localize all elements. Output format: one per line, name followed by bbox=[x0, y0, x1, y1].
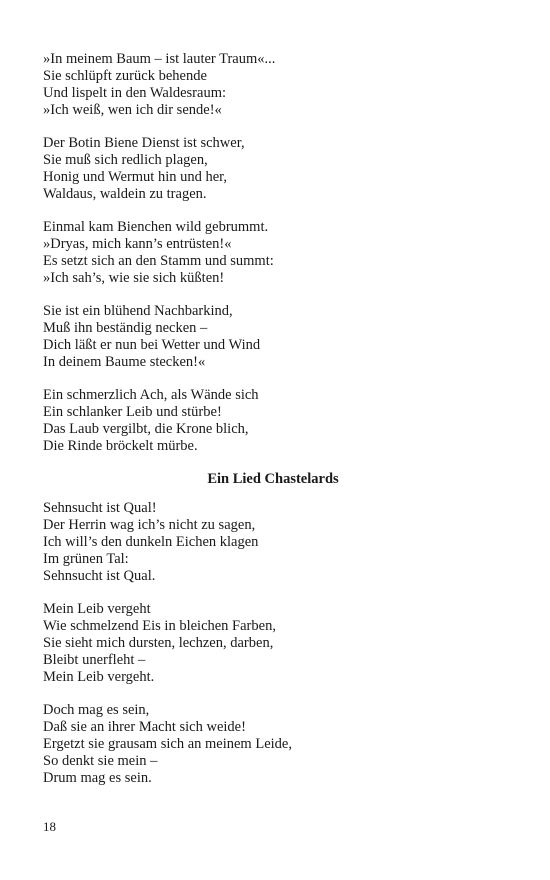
stanza bbox=[43, 303, 483, 371]
verse-line: Ergetzt sie grausam sich an meinem Leide, bbox=[43, 736, 292, 752]
stanza bbox=[43, 702, 483, 787]
verse-line: »Ich sah’s, wie sie sich küßten! bbox=[43, 270, 225, 286]
verse-line: Ich will’s den dunkeln Eichen klagen bbox=[43, 534, 259, 550]
verse-line: Waldaus, waldein zu tragen. bbox=[43, 186, 207, 202]
stanza bbox=[43, 135, 483, 203]
verse-line: Sehnsucht ist Qual. bbox=[43, 568, 156, 584]
verse-line: »Ich weiß, wen ich dir sende!« bbox=[43, 102, 222, 118]
verse-line: »In meinem Baum – ist lauter Traum«... bbox=[43, 51, 276, 67]
stanza bbox=[43, 500, 483, 585]
verse-line: Einmal kam Bienchen wild gebrummt. bbox=[43, 219, 269, 235]
verse-line: Mein Leib vergeht. bbox=[43, 669, 155, 685]
poem-title: Ein Lied Chastelards bbox=[207, 471, 339, 487]
page-body bbox=[43, 51, 483, 803]
verse-line: Sie schlüpft zurück behende bbox=[43, 68, 207, 84]
verse-line: Und lispelt in den Waldesraum: bbox=[43, 85, 227, 101]
verse-line: Honig und Wermut hin und her, bbox=[43, 169, 228, 185]
verse-line: Bleibt unerfleht – bbox=[43, 652, 146, 668]
stanza bbox=[43, 601, 483, 686]
verse-line: Wie schmelzend Eis in bleichen Farben, bbox=[43, 618, 276, 634]
verse-line: Der Herrin wag ich’s nicht zu sagen, bbox=[43, 517, 256, 533]
stanza bbox=[43, 387, 483, 455]
verse-line: Mein Leib vergeht bbox=[43, 601, 151, 617]
verse-line: Sehnsucht ist Qual! bbox=[43, 500, 157, 516]
verse-line: Dich läßt er nun bei Wetter und Wind bbox=[43, 337, 261, 353]
verse-line: Doch mag es sein, bbox=[43, 702, 150, 718]
verse-line: Ein schlanker Leib und stürbe! bbox=[43, 404, 222, 420]
verse-line: »Dryas, mich kann’s entrüsten!« bbox=[43, 236, 232, 252]
verse-line: Es setzt sich an den Stamm und summt: bbox=[43, 253, 274, 269]
page-number: 18 bbox=[43, 819, 56, 834]
verse-line: Das Laub vergilbt, die Krone blich, bbox=[43, 421, 249, 437]
poem-chastelard bbox=[43, 500, 483, 787]
stanza bbox=[43, 51, 483, 119]
verse-line: Sie ist ein blühend Nachbarkind, bbox=[43, 303, 233, 319]
verse-line: Ein schmerzlich Ach, als Wände sich bbox=[43, 387, 259, 403]
poem-dryas bbox=[43, 51, 483, 455]
verse-line: So denkt sie mein – bbox=[43, 753, 158, 769]
stanza bbox=[43, 219, 483, 287]
verse-line: Die Rinde bröckelt mürbe. bbox=[43, 438, 198, 454]
verse-line: Daß sie an ihrer Macht sich weide! bbox=[43, 719, 246, 735]
verse-line: In deinem Baume stecken!« bbox=[43, 354, 206, 370]
verse-line: Drum mag es sein. bbox=[43, 770, 152, 786]
verse-line: Muß ihn beständig necken – bbox=[43, 320, 208, 336]
verse-line: Sie muß sich redlich plagen, bbox=[43, 152, 208, 168]
verse-line: Im grünen Tal: bbox=[43, 551, 129, 567]
verse-line: Sie sieht mich dursten, lechzen, darben, bbox=[43, 635, 274, 651]
verse-line: Der Botin Biene Dienst ist schwer, bbox=[43, 135, 245, 151]
